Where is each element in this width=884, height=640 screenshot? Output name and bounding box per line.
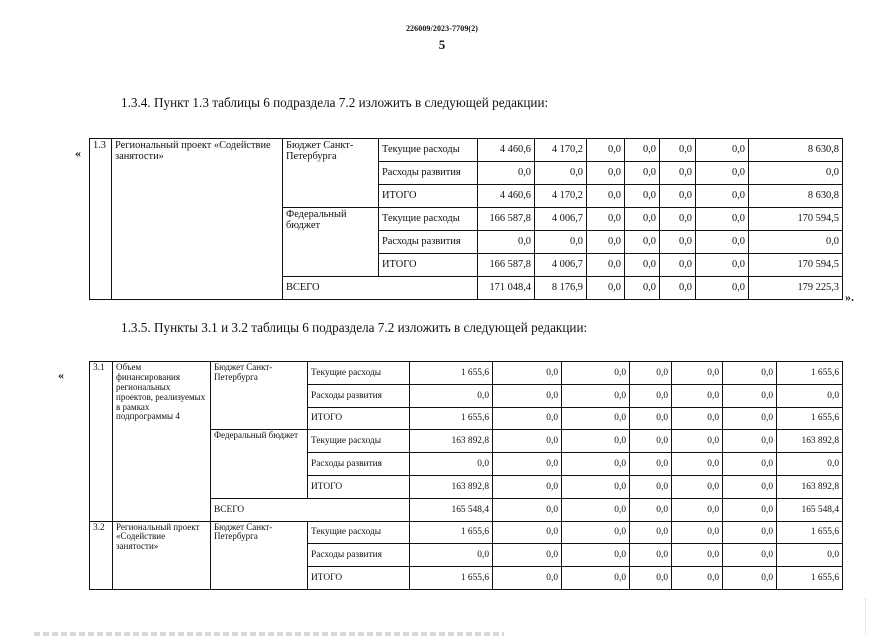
value-cell: 0,0 <box>672 453 723 476</box>
margin-scan-mark <box>865 598 880 634</box>
funding-source: Бюджет Санкт-Петербурга <box>211 362 308 430</box>
funding-source: Федеральный бюджет <box>211 430 308 498</box>
value-cell: 0,0 <box>493 567 562 590</box>
value-cell: 0,0 <box>630 453 672 476</box>
value-cell: 0,0 <box>630 475 672 498</box>
value-cell: 0,0 <box>630 521 672 544</box>
item-number: 3.2 <box>90 521 113 589</box>
item-name: Региональный проект «Содействие занятости» <box>112 139 283 300</box>
value-cell: 0,0 <box>587 139 625 162</box>
value-cell: 0,0 <box>562 407 630 430</box>
value-cell: 0,0 <box>672 567 723 590</box>
value-cell: 0,0 <box>493 430 562 453</box>
value-cell: 0,0 <box>630 362 672 385</box>
value-cell: 0,0 <box>777 453 843 476</box>
value-cell: 1 655,6 <box>410 567 493 590</box>
value-cell: 0,0 <box>562 384 630 407</box>
value-cell: 0,0 <box>696 185 749 208</box>
value-cell: 8 630,8 <box>749 185 843 208</box>
total-value-cell: 0,0 <box>625 277 660 300</box>
section-heading-1-3-5: 1.3.5. Пункты 3.1 и 3.2 таблицы 6 подраздела 7.2 изложить в следующей редакции: <box>121 320 588 335</box>
footer-scan-artifact <box>34 632 504 636</box>
value-cell: 0,0 <box>660 185 696 208</box>
expense-type: Расходы развития <box>308 544 410 567</box>
value-cell: 0,0 <box>696 162 749 185</box>
value-cell: 0,0 <box>630 384 672 407</box>
total-value-cell: 171 048,4 <box>478 277 535 300</box>
value-cell: 0,0 <box>672 544 723 567</box>
total-value-cell: 0,0 <box>672 498 723 521</box>
expense-type: Расходы развития <box>379 231 478 254</box>
expense-type: ИТОГО <box>308 407 410 430</box>
value-cell: 4 170,2 <box>535 185 587 208</box>
total-label: ВСЕГО <box>283 277 478 300</box>
value-cell: 0,0 <box>630 430 672 453</box>
value-cell: 163 892,8 <box>777 430 843 453</box>
value-cell: 0,0 <box>660 231 696 254</box>
funding-source: Бюджет Санкт-Петербурга <box>283 139 379 208</box>
value-cell: 0,0 <box>723 362 777 385</box>
document-number: 226009/2023-7709(2) <box>405 24 479 33</box>
value-cell: 0,0 <box>493 362 562 385</box>
item-name: Региональный проект «Содействие занятости» <box>113 521 211 589</box>
value-cell: 0,0 <box>723 453 777 476</box>
value-cell: 0,0 <box>493 544 562 567</box>
value-cell: 0,0 <box>410 453 493 476</box>
total-value-cell: 165 548,4 <box>410 498 493 521</box>
value-cell: 0,0 <box>478 231 535 254</box>
value-cell: 163 892,8 <box>777 475 843 498</box>
table-row <box>90 139 843 162</box>
value-cell: 0,0 <box>587 254 625 277</box>
section-heading-1-3-4: 1.3.4. Пункт 1.3 таблицы 6 подраздела 7.2 изложить в следующей редакции: <box>121 95 549 110</box>
total-value-cell: 179 225,3 <box>749 277 843 300</box>
value-cell: 0,0 <box>493 407 562 430</box>
value-cell: 0,0 <box>625 208 660 231</box>
value-cell: 0,0 <box>777 544 843 567</box>
value-cell: 0,0 <box>672 384 723 407</box>
total-value-cell: 0,0 <box>630 498 672 521</box>
expense-type: ИТОГО <box>308 475 410 498</box>
value-cell: 0,0 <box>660 254 696 277</box>
value-cell: 4 006,7 <box>535 254 587 277</box>
value-cell: 0,0 <box>660 139 696 162</box>
table-row <box>90 521 843 544</box>
value-cell: 0,0 <box>672 407 723 430</box>
value-cell: 1 655,6 <box>777 521 843 544</box>
value-cell: 0,0 <box>696 254 749 277</box>
table-row <box>90 362 843 385</box>
expense-type: Текущие расходы <box>379 139 478 162</box>
value-cell: 0,0 <box>723 521 777 544</box>
item-number: 3.1 <box>90 362 113 522</box>
value-cell: 4 460,6 <box>478 185 535 208</box>
value-cell: 170 594,5 <box>749 254 843 277</box>
total-value-cell: 0,0 <box>562 498 630 521</box>
total-label: ВСЕГО <box>211 498 410 521</box>
expense-type: Текущие расходы <box>379 208 478 231</box>
value-cell: 4 006,7 <box>535 208 587 231</box>
total-value-cell: 0,0 <box>587 277 625 300</box>
value-cell: 163 892,8 <box>410 475 493 498</box>
value-cell: 0,0 <box>630 544 672 567</box>
value-cell: 0,0 <box>723 384 777 407</box>
value-cell: 1 655,6 <box>410 407 493 430</box>
total-value-cell: 8 176,9 <box>535 277 587 300</box>
page-number: 5 <box>438 37 446 52</box>
value-cell: 0,0 <box>493 453 562 476</box>
value-cell: 0,0 <box>630 407 672 430</box>
value-cell: 166 587,8 <box>478 254 535 277</box>
value-cell: 0,0 <box>672 430 723 453</box>
value-cell: 0,0 <box>696 208 749 231</box>
value-cell: 0,0 <box>723 475 777 498</box>
expense-type: Текущие расходы <box>308 362 410 385</box>
expense-type: Расходы развития <box>308 453 410 476</box>
expense-type: Текущие расходы <box>308 521 410 544</box>
total-value-cell: 0,0 <box>493 498 562 521</box>
value-cell: 0,0 <box>723 567 777 590</box>
value-cell: 163 892,8 <box>410 430 493 453</box>
value-cell: 0,0 <box>723 407 777 430</box>
value-cell: 0,0 <box>493 521 562 544</box>
value-cell: 1 655,6 <box>410 362 493 385</box>
value-cell: 0,0 <box>723 544 777 567</box>
value-cell: 0,0 <box>493 475 562 498</box>
value-cell: 1 655,6 <box>777 407 843 430</box>
close-quote: ». <box>845 290 854 304</box>
value-cell: 0,0 <box>696 139 749 162</box>
value-cell: 0,0 <box>672 362 723 385</box>
value-cell: 170 594,5 <box>749 208 843 231</box>
value-cell: 0,0 <box>410 544 493 567</box>
value-cell: 0,0 <box>660 208 696 231</box>
value-cell: 0,0 <box>625 231 660 254</box>
total-value-cell: 0,0 <box>696 277 749 300</box>
value-cell: 0,0 <box>562 362 630 385</box>
value-cell: 0,0 <box>478 162 535 185</box>
total-value-cell: 165 548,4 <box>777 498 843 521</box>
value-cell: 0,0 <box>562 521 630 544</box>
value-cell: 0,0 <box>562 453 630 476</box>
value-cell: 0,0 <box>562 544 630 567</box>
value-cell: 4 460,6 <box>478 139 535 162</box>
expense-type: ИТОГО <box>379 185 478 208</box>
value-cell: 0,0 <box>723 430 777 453</box>
value-cell: 4 170,2 <box>535 139 587 162</box>
funding-table-1-3 <box>89 138 843 300</box>
value-cell: 0,0 <box>749 231 843 254</box>
value-cell: 0,0 <box>625 162 660 185</box>
value-cell: 166 587,8 <box>478 208 535 231</box>
value-cell: 0,0 <box>587 162 625 185</box>
value-cell: 0,0 <box>562 567 630 590</box>
expense-type: Текущие расходы <box>308 430 410 453</box>
open-quote: « <box>58 368 64 382</box>
expense-type: Расходы развития <box>308 384 410 407</box>
value-cell: 0,0 <box>672 475 723 498</box>
value-cell: 0,0 <box>749 162 843 185</box>
expense-type: ИТОГО <box>308 567 410 590</box>
value-cell: 0,0 <box>625 185 660 208</box>
item-name: Объем финансирования региональных проектов, реализуемых в рамках подпрограммы 4 <box>113 362 211 522</box>
value-cell: 0,0 <box>562 475 630 498</box>
value-cell: 0,0 <box>410 384 493 407</box>
value-cell: 0,0 <box>777 384 843 407</box>
value-cell: 0,0 <box>660 162 696 185</box>
value-cell: 0,0 <box>630 567 672 590</box>
value-cell: 0,0 <box>562 430 630 453</box>
item-number: 1.3 <box>90 139 112 300</box>
value-cell: 0,0 <box>625 254 660 277</box>
funding-source: Федеральный бюджет <box>283 208 379 277</box>
value-cell: 0,0 <box>587 231 625 254</box>
value-cell: 0,0 <box>625 139 660 162</box>
funding-source: Бюджет Санкт-Петербурга <box>211 521 308 589</box>
value-cell: 8 630,8 <box>749 139 843 162</box>
value-cell: 1 655,6 <box>410 521 493 544</box>
total-value-cell: 0,0 <box>723 498 777 521</box>
value-cell: 1 655,6 <box>777 567 843 590</box>
value-cell: 0,0 <box>535 231 587 254</box>
expense-type: ИТОГО <box>379 254 478 277</box>
value-cell: 0,0 <box>587 185 625 208</box>
open-quote: « <box>75 146 81 160</box>
value-cell: 0,0 <box>696 231 749 254</box>
total-value-cell: 0,0 <box>660 277 696 300</box>
value-cell: 0,0 <box>672 521 723 544</box>
value-cell: 0,0 <box>535 162 587 185</box>
value-cell: 0,0 <box>587 208 625 231</box>
value-cell: 1 655,6 <box>777 362 843 385</box>
funding-table-3-1-3-2 <box>89 361 843 590</box>
value-cell: 0,0 <box>493 384 562 407</box>
expense-type: Расходы развития <box>379 162 478 185</box>
